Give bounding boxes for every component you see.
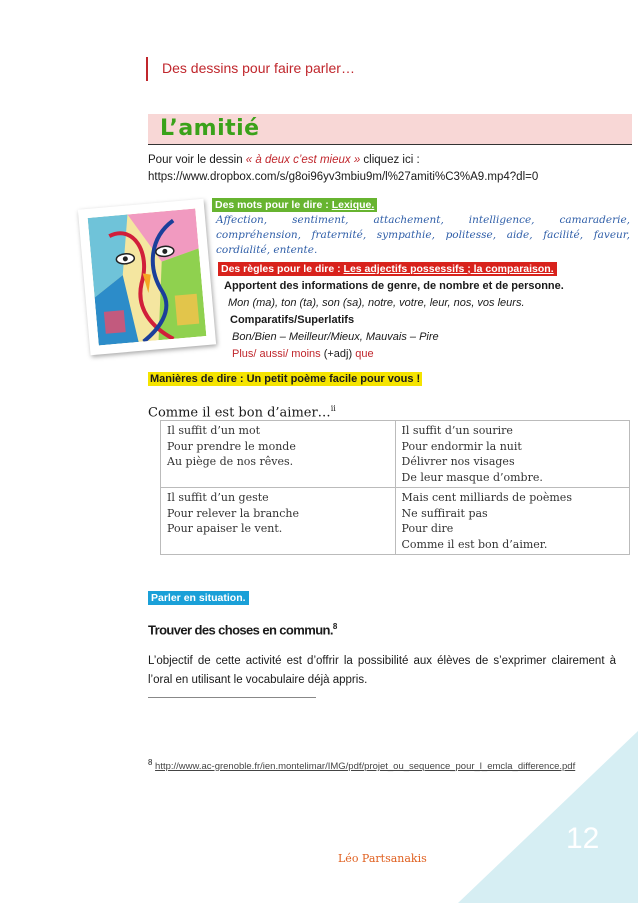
footer-author: Léo Partsanakis — [338, 852, 427, 865]
poem-title-ref: ii — [330, 404, 336, 413]
regles-label-prefix: Des règles pour le dire : — [221, 263, 344, 275]
poem-line: Pour apaiser le vent. — [167, 522, 283, 535]
poem-line: Il suffit d’un geste — [167, 491, 269, 504]
footnote-separator — [148, 697, 316, 698]
painting-illustration — [88, 209, 207, 346]
regles-label — [218, 262, 557, 276]
poem-stanza — [395, 421, 630, 488]
grammar-comparatives-heading: Comparatifs/Superlatifs — [230, 314, 355, 326]
grammar-possessives-intro: Apportent des informations de genre, de nombre et de personne. — [224, 280, 564, 292]
poem-line: Délivrer nos visages — [401, 455, 515, 468]
poem-line: Ne suffirait pas — [401, 506, 488, 520]
section-title: L’amitié — [160, 116, 260, 141]
comparison-adj: (+adj) — [320, 348, 356, 360]
poem-line: Comme il est bon d’aimer. — [401, 537, 548, 551]
poem-line: Il suffit d’un sourire — [401, 424, 513, 437]
lexique-link[interactable]: Lexique. — [331, 199, 375, 211]
lexique-label-prefix: Des mots pour le dire : — [215, 199, 332, 211]
poem-row — [161, 421, 630, 488]
poem-title-text: Comme il est bon d’aimer… — [148, 405, 331, 421]
drawing-title-quote: « à deux c’est mieux » — [245, 154, 361, 166]
activity-footnote-ref: 8 — [332, 622, 337, 631]
video-link[interactable]: https://www.dropbox.com/s/g8oi96yv3mbiu9m/l%27amiti%C3%A9.mp4?dl=0 — [148, 171, 539, 183]
activity-title — [148, 622, 337, 637]
poem-row — [161, 488, 630, 555]
activity-title-text: Trouver des choses en commun. — [148, 622, 333, 638]
lexique-label — [212, 198, 377, 212]
intro-text: Pour voir le dessin — [148, 154, 246, 166]
header-accent-bar — [146, 57, 148, 81]
intro-paragraph — [148, 152, 618, 186]
poem-line: Mais cent milliards de poèmes — [401, 491, 572, 504]
comparison-que: que — [355, 348, 374, 360]
regles-link[interactable]: Les adjectifs possessifs ; la comparaison. — [343, 263, 554, 275]
lexique-word-list: Affection, sentiment, attachement, intelligence, camaraderie, compréhension, fraternité, sympathie, politesse, aide, facilité, faveur, cordialité, entente. — [216, 214, 630, 256]
corner-triangle-decoration — [458, 731, 638, 903]
poem-line: De leur masque d’ombre. — [401, 470, 543, 484]
comparison-adverbs: Plus/ aussi/ moins — [232, 348, 321, 360]
grammar-comparatives-list: Bon/Bien – Meilleur/Mieux, Mauvais – Pire — [232, 331, 439, 343]
intro-text-suffix: cliquez ici : — [360, 154, 420, 166]
grammar-possessives-list: Mon (ma), ton (ta), son (sa), notre, votre, leur, nos, vos leurs. — [228, 297, 525, 309]
page-number: 12 — [566, 822, 600, 855]
poem-line: Pour dire — [401, 522, 454, 535]
running-header: Des dessins pour faire parler… — [162, 60, 355, 76]
poem-stanza — [395, 488, 630, 555]
activity-description: L’objectif de cette activité est d’offrir la possibilité aux élèves de s’exprimer clairement à l’oral en utilisant le vocabulaire déjà appris. — [148, 655, 616, 686]
poem-table — [160, 420, 630, 555]
friendship-painting — [78, 199, 216, 355]
grammar-comparison-pattern — [232, 348, 374, 360]
poem-line: Pour prendre le monde — [167, 439, 296, 453]
situation-label: Parler en situation. — [148, 591, 249, 605]
poem-line: Pour relever la branche — [167, 506, 299, 520]
poem-stanza — [161, 488, 396, 555]
poem-line: Au piège de nos rêves. — [167, 455, 294, 468]
poem-line: Il suffit d’un mot — [167, 424, 261, 437]
footnote-link[interactable]: http://www.ac-grenoble.fr/ien.montelimar/IMG/pdf/projet_ou_sequence_pour_l_emcla_difference.pdf — [155, 761, 576, 773]
poem-title — [148, 404, 336, 420]
footnote-number: 8 — [148, 758, 153, 767]
poem-line: Pour endormir la nuit — [401, 439, 522, 453]
poem-stanza — [161, 421, 396, 488]
manieres-label: Manières de dire : Un petit poème facile pour vous ! — [150, 373, 421, 385]
